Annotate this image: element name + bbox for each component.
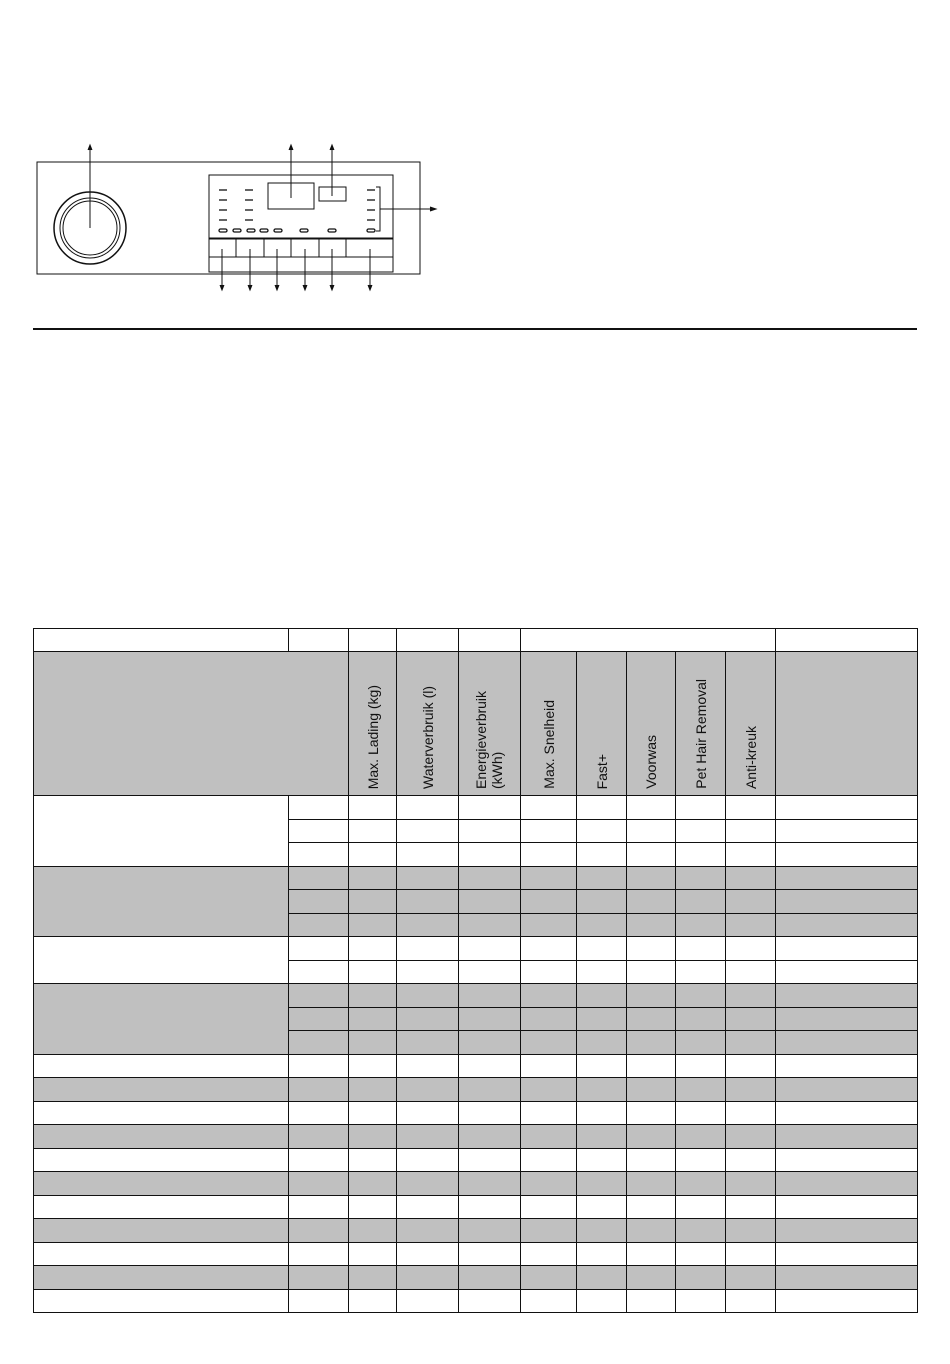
col-pet-hair-removal: Pet Hair Removal — [692, 679, 709, 789]
col-max-lading: Max. Lading (kg) — [364, 684, 381, 789]
section-divider — [33, 328, 917, 330]
table-row — [34, 1242, 918, 1266]
bracket — [376, 187, 380, 231]
control-panel-diagram — [0, 0, 950, 310]
col-max-snelheid: Max. Snelheid — [540, 700, 557, 789]
table-row — [34, 1101, 918, 1125]
table-row — [34, 984, 918, 1008]
indicator-marks — [219, 190, 375, 232]
table-row — [34, 937, 918, 961]
table-row — [34, 1289, 918, 1313]
table-row — [34, 1148, 918, 1172]
table-row — [34, 796, 918, 820]
leader-lines — [88, 145, 436, 290]
table-row — [34, 1219, 918, 1243]
col-voorwas: Voorwas — [643, 735, 659, 789]
table-row — [34, 1054, 918, 1078]
program-table — [33, 628, 918, 1313]
table-top-row — [34, 629, 918, 652]
table-header-row — [34, 652, 918, 796]
col-energieverbruik: Energieverbruik (kWh) — [472, 690, 505, 789]
button-row — [209, 239, 393, 257]
col-fast-plus: Fast+ — [593, 753, 610, 789]
table-row — [34, 1266, 918, 1290]
table-row — [34, 1172, 918, 1196]
table-row — [34, 1195, 918, 1219]
col-anti-kreuk: Anti-kreuk — [742, 725, 759, 789]
table-row — [34, 1078, 918, 1102]
col-waterverbruik: Waterverbruik (l) — [419, 686, 436, 789]
table-row — [34, 866, 918, 890]
table-row — [34, 1125, 918, 1149]
